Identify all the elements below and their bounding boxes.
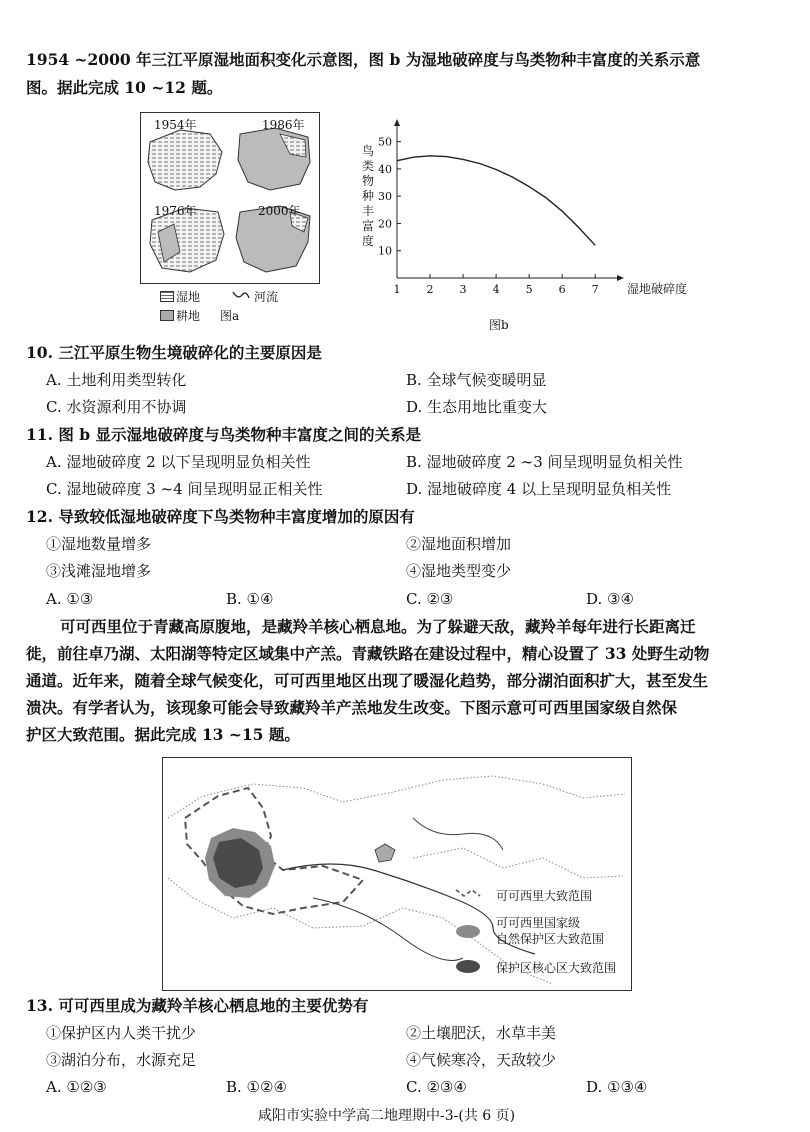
y-tick-label: 40 (378, 162, 392, 176)
x-tick-label: 3 (459, 283, 467, 296)
intro2-line-3: 通道。近年来，随着全球气候变化，可可西里地区出现了暖湿化趋势，部分湖泊面积扩大，甚至发生 (26, 671, 709, 690)
lake (375, 844, 395, 862)
x-axis-arrow-icon (617, 275, 624, 281)
figure-a-caption: 图a (220, 309, 240, 323)
x-tick-label: 1 (393, 283, 401, 296)
q11-option-b: B. 湿地破碎度 2 ~3 间呈现明显负相关性 (406, 453, 683, 471)
y-tick-label: 30 (378, 190, 392, 204)
river-icon (232, 290, 250, 300)
x-tick-label: 5 (525, 283, 533, 296)
q13-statement-4: ④气候寒冷，天敌较少 (406, 1051, 557, 1069)
x-tick-label: 2 (426, 283, 434, 296)
map-legend-reserve-line-1: 可可西里国家级 (496, 916, 581, 930)
q12-statement-4: ④湿地类型变少 (406, 562, 512, 580)
x-tick-label: 7 (591, 283, 599, 296)
data-line (397, 156, 595, 246)
q10-option-c: C. 水资源利用不协调 (46, 398, 187, 416)
q12-statement-1: ①湿地数量增多 (46, 535, 152, 553)
q13-statement-3: ③湖泊分布，水源充足 (46, 1051, 197, 1069)
kekexili-map-svg (163, 758, 631, 990)
figure-a-map (140, 112, 320, 284)
q12-option-c: C. ②③ (406, 590, 454, 608)
q12-statement-3: ③浅滩湿地增多 (46, 562, 152, 580)
legend-reserve-icon (456, 925, 480, 938)
intro-line-2: 图。据此完成 10 ~12 题。 (26, 78, 223, 97)
q11-option-d: D. 湿地破碎度 4 以上呈现明显负相关性 (406, 480, 672, 498)
q12-option-b: B. ①④ (226, 590, 274, 608)
q12-statement-2: ②湿地面积增加 (406, 535, 512, 553)
q12-option-d: D. ③④ (586, 590, 634, 608)
legend-farmland: 耕地 (176, 309, 201, 323)
map-legend-core: 保护区核心区大致范围 (496, 961, 617, 975)
q13-option-d: D. ①③④ (586, 1078, 648, 1096)
figure-a (140, 112, 320, 284)
wetland-swatch-icon (160, 291, 174, 302)
q13-option-a: A. ①②③ (46, 1078, 107, 1096)
y-tick-label: 50 (378, 135, 392, 149)
x-tick-label: 6 (558, 283, 566, 296)
intro2-line-1: 可可西里位于青藏高原腹地，是藏羚羊核心栖息地。为了躲避天敌，藏羚羊每年进行长距离迁 (60, 617, 696, 636)
q13-statement-1: ①保护区内人类干扰少 (46, 1024, 197, 1042)
intro2-line-4: 溃决。有学者认为，该现象可能会导致藏羚羊产羔地发生改变。下图示意可可西里国家级自然保 (26, 698, 678, 717)
x-axis-label: 湿地破碎度 (627, 282, 688, 296)
panel-label-1954: 1954年 (154, 118, 197, 132)
q11-option-c: C. 湿地破碎度 3 ~4 间呈现明显正相关性 (46, 480, 323, 498)
q12-option-a: A. ①③ (46, 590, 94, 608)
q10-option-d: D. 生态用地比重变大 (406, 398, 548, 416)
q11-option-a: A. 湿地破碎度 2 以下呈现明显负相关性 (46, 453, 311, 471)
legend-core-icon (456, 960, 480, 973)
map-legend-range: 可可西里大致范围 (496, 889, 593, 903)
page-footer: 咸阳市实验中学高二地理期中-3-(共 6 页) (258, 1108, 516, 1124)
legend-wetland: 湿地 (176, 290, 201, 304)
figure-b-chart (355, 118, 688, 328)
y-tick-label: 20 (378, 217, 392, 231)
figure-b-ylabel: 鸟类物种丰富度 (362, 144, 375, 248)
panel-label-1976: 1976年 (154, 204, 197, 218)
kekexili-map (162, 757, 632, 991)
panel-label-2000: 2000年 (258, 204, 301, 218)
q13-statement-2: ②土壤肥沃，水草丰美 (406, 1024, 557, 1042)
figure-a-legend (160, 288, 320, 328)
intro-line-1: 1954 ~2000 年三江平原湿地面积变化示意图，图 b 为湿地破碎度与鸟类物种丰富度的关系示意 (26, 50, 701, 69)
q10-option-b: B. 全球气候变暖明显 (406, 371, 547, 389)
intro2-line-2: 徙，前往卓乃湖、太阳湖等特定区域集中产羔。青藏铁路在建设过程中，精心设置了 33 处野生动物 (26, 644, 710, 663)
map-legend-reserve-line-2: 自然保护区大致范围 (496, 932, 605, 946)
panel-label-1986: 1986年 (262, 118, 305, 132)
q13-option-c: C. ②③④ (406, 1078, 467, 1096)
figure-b-caption: 图b (489, 318, 509, 332)
q10-option-a: A. 土地利用类型转化 (46, 371, 187, 389)
x-tick-label: 4 (492, 283, 500, 296)
q11-stem: 11. 图 b 显示湿地破碎度与鸟类物种丰富度之间的关系是 (26, 425, 421, 444)
legend-range-icon (454, 887, 484, 901)
legend-river: 河流 (254, 290, 279, 304)
q13-stem: 13. 可可西里成为藏羚羊核心栖息地的主要优势有 (26, 996, 369, 1015)
farmland-swatch-icon (160, 310, 174, 321)
y-tick-label: 10 (378, 244, 392, 258)
y-axis-arrow-icon (394, 119, 400, 126)
intro2-line-5: 护区大致范围。据此完成 13 ~15 题。 (26, 725, 300, 744)
q13-option-b: B. ①②④ (226, 1078, 287, 1096)
q10-stem: 10. 三江平原生物生境破碎化的主要原因是 (26, 343, 322, 362)
q12-stem: 12. 导致较低湿地破碎度下鸟类物种丰富度增加的原因有 (26, 507, 415, 526)
